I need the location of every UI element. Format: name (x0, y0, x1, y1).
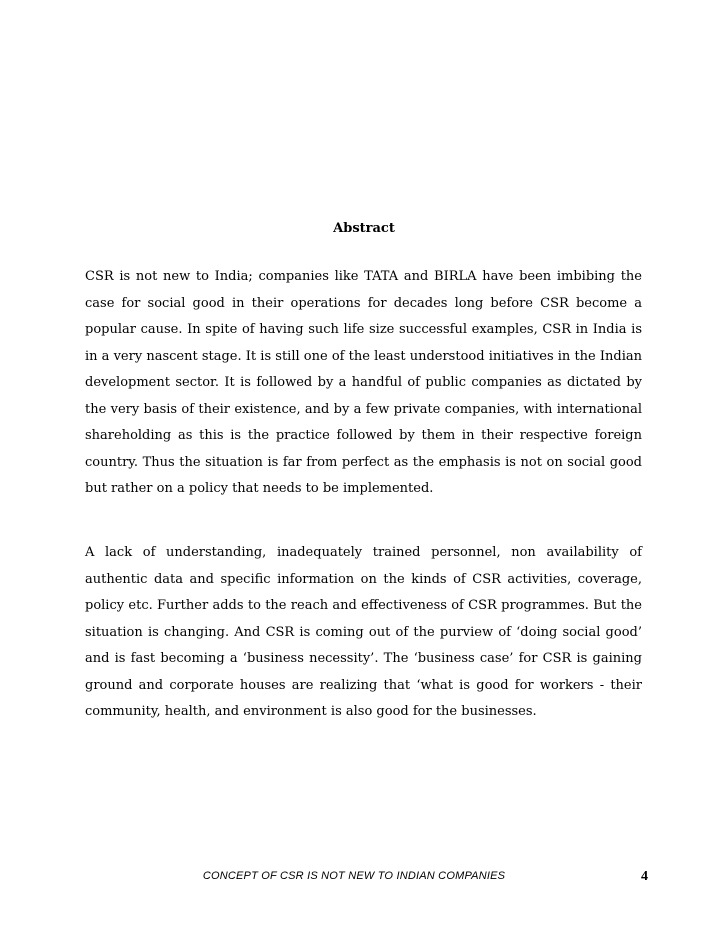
abstract-paragraph-2: A lack of understanding, inadequately trained personnel, non availability of authentic data and specific information on the kinds of CSR activities, coverage, policy etc. Further adds to the reach and effectiveness of CSR programmes. But the situation is changing. And CSR is coming out of the purview of ‘doing social good’ and is fast becoming a ‘business necessity’. The ‘business case’ for CSR is gaining ground and corporate houses are realizing that ‘what is good for workers - their community, health, and environment is also good for the businesses. (85, 545, 642, 719)
abstract-heading: Abstract (333, 221, 395, 236)
footer-running-title: CONCEPT OF CSR IS NOT NEW TO INDIAN COMPANIES (202, 870, 506, 882)
page-number: 4 (641, 869, 648, 884)
abstract-paragraph-1: CSR is not new to India; companies like TATA and BIRLA have been imbibing the case for social good in their operations for decades long before CSR become a popular cause. In spite of having such life size successful examples, CSR in India is in a very nascent stage. It is still one of the least understood initiatives in the Indian development sector. It is followed by a handful of public companies as dictated by the very basis of their existence, and by a few private companies, with international shareholding as this is the practice followed by them in their respective foreign country. Thus the situation is far from perfect as the emphasis is not on social good but rather on a policy that needs to be implemented. (85, 269, 642, 496)
